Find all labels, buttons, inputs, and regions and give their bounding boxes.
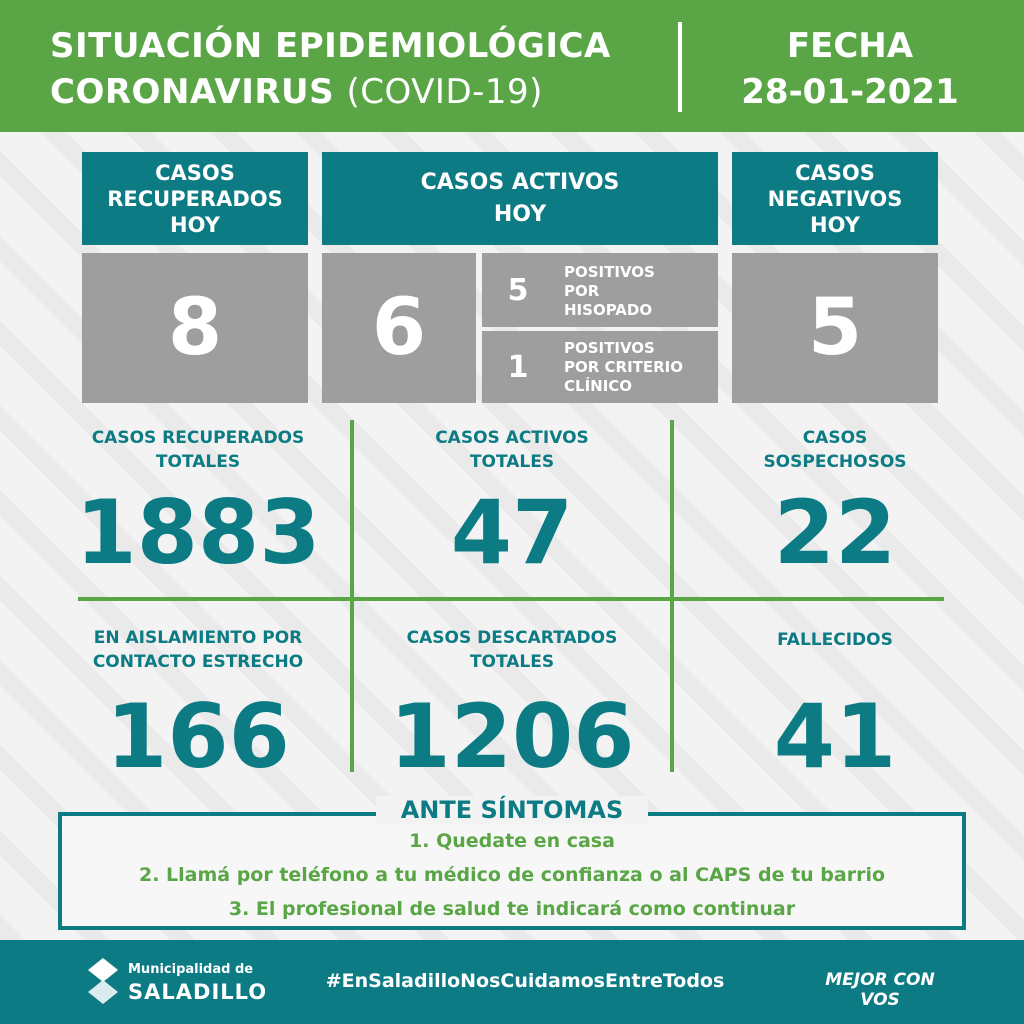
activos-hoy-value: 6 (322, 253, 476, 403)
label-line: SOSPECHOSOS (763, 452, 907, 472)
label-line: CASOS (795, 160, 875, 185)
saladillo-logo-icon (88, 958, 118, 1004)
sospechosos-value: 22 (773, 481, 897, 584)
fallecidos-value: 41 (773, 685, 897, 788)
hisopado-label (564, 263, 655, 320)
symptom-line-1: 1. Quedate en casa (409, 830, 615, 852)
fecha-value: 28-01-2021 (741, 72, 959, 112)
activos-hoy-label (322, 152, 718, 245)
label-line: POSITIVOS (564, 263, 655, 281)
label-line: TOTALES (469, 652, 555, 672)
label-line: CASOS ACTIVOS (435, 428, 589, 448)
footer-slogan: MEJOR CON VOS (825, 970, 935, 1010)
label-line: TOTALES (155, 452, 241, 472)
clinico-value: 1 (507, 350, 529, 385)
label-line: CLÍNICO (564, 377, 633, 395)
label-line: RECUPERADOS (107, 186, 283, 211)
label-line: TOTALES (469, 452, 555, 472)
title-coronavirus: CORONAVIRUS (50, 72, 335, 112)
sospechosos-label (700, 426, 970, 474)
grid-line-vertical-right (670, 420, 674, 772)
descartados-value: 1206 (389, 685, 635, 788)
recuperados-totales-value: 1883 (75, 481, 321, 584)
footer-hashtag: #EnSaladilloNosCuidamosEntreTodos (325, 970, 725, 992)
header-divider (678, 22, 682, 112)
label-line: POR CRITERIO (564, 358, 684, 376)
title-line-1: SITUACIÓN EPIDEMIOLÓGICA (50, 26, 611, 66)
label-line: CASOS RECUPERADOS (91, 428, 305, 448)
label-line: CASOS ACTIVOS (420, 169, 620, 195)
label-line: POSITIVOS (564, 339, 655, 357)
descartados-label (372, 626, 652, 674)
logo-municipalidad: Municipalidad de (128, 962, 254, 977)
activos-totales-label (372, 426, 652, 474)
fallecidos-label (700, 628, 970, 652)
title-line-2 (50, 72, 543, 112)
symptoms-title: ANTE SÍNTOMAS (376, 796, 648, 824)
clinico-label (564, 339, 683, 396)
recuperados-hoy-value: 8 (82, 253, 308, 403)
negativos-hoy-value: 5 (732, 253, 938, 403)
label-line: NEGATIVOS (767, 186, 903, 211)
label-line: CASOS (155, 160, 235, 185)
symptom-line-3: 3. El profesional de salud te indicará como continuar (228, 898, 796, 920)
recuperados-totales-label (58, 426, 338, 474)
label-line: HOY (810, 212, 860, 237)
label-line: CASOS DESCARTADOS (406, 628, 618, 648)
fecha-label: FECHA (786, 26, 914, 66)
aislamiento-label (58, 626, 338, 674)
label-line: EN AISLAMIENTO POR (93, 628, 303, 648)
label-line: HOY (493, 201, 547, 227)
positivos-clinico-box (482, 331, 718, 403)
positivos-hisopado-box (482, 253, 718, 327)
logo-saladillo: SALADILLO (128, 980, 268, 1004)
label-line: CONTACTO ESTRECHO (92, 652, 304, 672)
symptom-line-2: 2. Llamá por teléfono a tu médico de confianza o al CAPS de tu barrio (138, 864, 886, 886)
label-line: POR (564, 282, 600, 300)
aislamiento-value: 166 (106, 685, 290, 788)
header-banner (0, 0, 1024, 132)
hisopado-value: 5 (507, 273, 529, 308)
label-line: CASOS (802, 428, 868, 448)
grid-line-horizontal (78, 597, 944, 601)
label-line: FALLECIDOS (777, 630, 893, 650)
label-line: HISOPADO (564, 301, 653, 319)
negativos-hoy-label (732, 152, 938, 245)
recuperados-hoy-label (82, 152, 308, 245)
footer-bar (0, 940, 1024, 1024)
label-line: HOY (170, 212, 220, 237)
title-covid: (COVID-19) (346, 72, 543, 112)
activos-totales-value: 47 (450, 481, 574, 584)
grid-line-vertical-left (350, 420, 354, 772)
